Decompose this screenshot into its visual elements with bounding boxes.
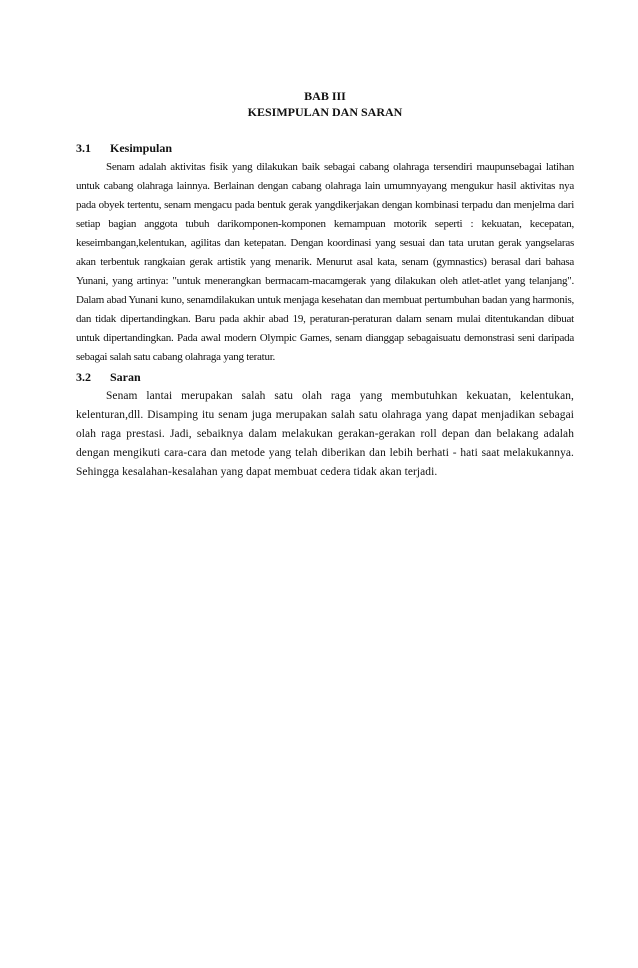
section-heading-saran xyxy=(76,369,574,385)
section-body-saran: Senam lantai merupakan salah satu olah raga yang membutuhkan kekuatan, kelentukan, kelenturan,dll. Disamping itu senam juga merupakan salah satu olahraga yang dapat menjadikan sebagai olah raga prestasi. Jadi, sebaiknya dalam melakukan gerakan-gerakan roll depan dan belakang adalah dengan mengikuti cara-cara dan metode yang telah diberikan dan lebih berhati - hati saat melakukannya. Sehingga kesalahan-kesalahan yang dapat membuat cedera tidak akan terjadi. xyxy=(76,390,574,478)
section-saran xyxy=(76,369,574,482)
section-number: 3.2 xyxy=(76,370,91,384)
section-body-kesimpulan: Senam adalah aktivitas fisik yang dilakukan baik sebagai cabang olahraga tersendiri maupunsebagai latihan untuk cabang olahraga lainnya. Berlainan dengan cabang olahraga lain umumnyayang mengukur hasil aktivitas nya pada obyek tertentu, senam mengacu pada bentuk gerak yangdikerjakan dengan kombinasi terpadu dan menjelma dari setiap bagian anggota tubuh darikomponen-komponen kemampuan motorik seperti : kekuatan, kecepatan, keseimbangan,kelentukan, agilitas dan ketepatan. Dengan koordinasi yang sesuai dan tata urutan gerak yangselaras akan terbentuk rangkaian gerak artistik yang menarik. Menurut asal kata, senam (gymnastics) berasal dari bahasa Yunani, yang artinya: "untuk menerangkan bermacam-macamgerak yang dilakukan oleh atlet-atlet yang telanjang". Dalam abad Yunani kuno, senamdilakukan untuk menjaga kesehatan dan membuat pertumbuhan badan yang harmonis, dan tidak dipertandingkan. Baru pada akhir abad 19, peraturan-peraturan dalam senam mulai ditentukandan dibuat untuk dipertandingkan. Pada awal modern Olympic Games, senam dianggap sebagaisuatu demonstrasi seni daripada sebagai salah satu cabang olahraga yang teratur. xyxy=(76,161,574,363)
chapter-label: BAB III xyxy=(304,89,346,103)
section-heading-kesimpulan xyxy=(76,140,574,156)
section-number: 3.1 xyxy=(76,141,91,155)
chapter-title: KESIMPULAN DAN SARAN xyxy=(247,105,403,119)
section-title: Kesimpulan xyxy=(110,141,173,155)
section-kesimpulan xyxy=(76,140,574,367)
section-title: Saran xyxy=(110,370,141,384)
